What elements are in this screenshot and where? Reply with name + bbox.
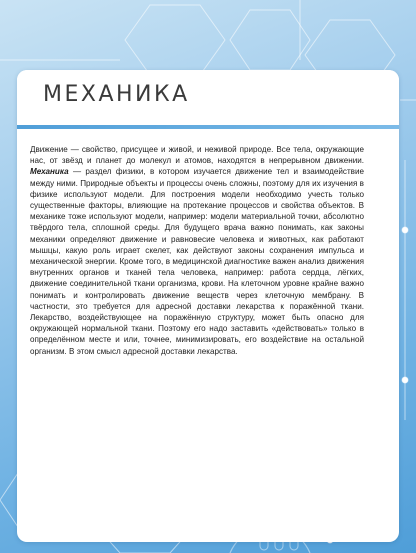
paragraph-intro: Движение — свойство, присущее и живой, и неживой природе. Все тела, окружающие нас, от звёзд и планет до молекул и атомов, находятся в непрерывном движении. — [30, 145, 364, 166]
body-paragraph — [30, 144, 364, 357]
content-card — [17, 70, 399, 542]
card-header — [17, 70, 399, 120]
term-mechanics: Механика — [30, 167, 69, 177]
page-title: МЕХАНИКА — [43, 82, 190, 107]
header-divider — [17, 125, 399, 129]
paragraph-rest: — раздел физики, в котором изучается движение тел и взаимодействие между ними. Природные объекты и процессы очень сложны, поэтому для их изучения в физике используют модели. Для построения модели необходимо учесть только существенные факторы, влияющие на протекание процессов и свойства объектов. В механике тоже используют модели, например: модели материальной точки, абсолютно твёрдого тела, сплошной среды. Для будущего врача важно понимать, как законы механики определяют движение и равновесие человека и животных, как работают мышцы, какую роль играет скелет, как действуют законы сохранения импульса и механической энергии. Кроме того, в медицинской диагностике важен анализ движения внутренних органов и тканей тела человека, например: работа сердца, лёгких, движение соединительной ткани организма, крови. На клеточном уровне крайне важно понимать и контролировать движение веществ через клеточную мембрану. В частности, это требуется для адресной доставки лекарства к поражённой ткани. Лекарство, воздействующее на поражённую структуру, может быть опасно для окружающей нормальной ткани. Поэтому его надо заставить «действовать» только в определённом месте и или, точнее, минимизировать, его воздействие на остальной организм. В этом смысл адресной доставки лекарства. — [30, 167, 364, 356]
